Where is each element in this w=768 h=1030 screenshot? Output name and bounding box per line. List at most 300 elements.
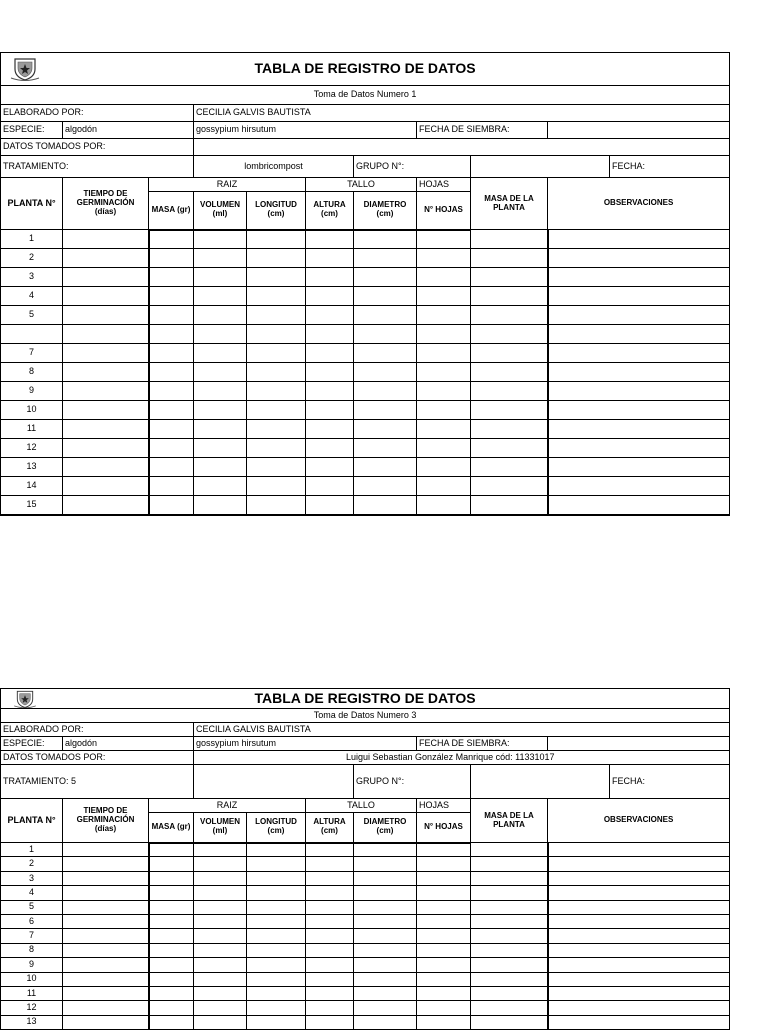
table-row: [1, 943, 730, 957]
table-row: [1, 972, 730, 986]
data-entry-cell[interactable]: [471, 871, 548, 885]
data-entry-cell[interactable]: [548, 886, 730, 900]
data-entry-cell[interactable]: [149, 1015, 194, 1029]
data-entry-cell[interactable]: [194, 401, 247, 420]
data-entry-cell[interactable]: [63, 306, 149, 325]
data-entry-cell[interactable]: [247, 249, 306, 268]
data-entry-cell[interactable]: [247, 871, 306, 885]
data-entry-cell[interactable]: [306, 900, 354, 914]
elaborado-value[interactable]: CECILIA GALVIS BAUTISTA: [194, 723, 730, 737]
data-entry-cell[interactable]: [417, 857, 471, 871]
data-entry-cell[interactable]: [63, 325, 149, 344]
data-entry-cell[interactable]: [548, 344, 730, 363]
data-entry-cell[interactable]: [149, 843, 194, 857]
data-entry-cell[interactable]: [247, 306, 306, 325]
data-entry-cell[interactable]: [354, 958, 417, 972]
data-entry-cell[interactable]: [354, 857, 417, 871]
data-entry-cell[interactable]: [306, 363, 354, 382]
data-entry-cell[interactable]: [149, 857, 194, 871]
data-entry-cell[interactable]: [306, 325, 354, 344]
data-entry-cell[interactable]: [417, 886, 471, 900]
data-entry-cell[interactable]: [194, 871, 247, 885]
data-entry-cell[interactable]: [417, 325, 471, 344]
header-masa-gr: MASA (gr): [149, 813, 194, 843]
data-entry-cell[interactable]: [354, 401, 417, 420]
data-entry-cell[interactable]: [471, 268, 548, 287]
data-entry-cell[interactable]: [417, 306, 471, 325]
data-entry-cell[interactable]: [247, 958, 306, 972]
data-entry-cell[interactable]: [149, 439, 194, 458]
data-entry-cell[interactable]: [471, 986, 548, 1000]
data-entry-cell[interactable]: [548, 268, 730, 287]
data-entry-cell[interactable]: [194, 1001, 247, 1015]
especie-scientific[interactable]: gossypium hirsutum: [194, 737, 417, 751]
planta-number-cell: 4: [1, 287, 63, 306]
data-entry-cell[interactable]: [471, 958, 548, 972]
data-entry-cell[interactable]: [194, 843, 247, 857]
data-entry-cell[interactable]: [63, 943, 149, 957]
data-entry-cell[interactable]: [417, 249, 471, 268]
data-entry-cell[interactable]: [247, 496, 306, 515]
data-entry-cell[interactable]: [149, 958, 194, 972]
data-entry-cell[interactable]: [471, 972, 548, 986]
table-row: [1, 1001, 730, 1015]
data-entry-cell[interactable]: [354, 871, 417, 885]
data-entry-cell[interactable]: [247, 900, 306, 914]
data-entry-cell[interactable]: [354, 477, 417, 496]
data-entry-cell[interactable]: [548, 943, 730, 957]
data-entry-cell[interactable]: [417, 268, 471, 287]
data-entry-cell[interactable]: [194, 420, 247, 439]
data-entry-cell[interactable]: [194, 1015, 247, 1029]
data-entry-cell[interactable]: [417, 958, 471, 972]
tratamiento-value[interactable]: [194, 765, 354, 799]
data-entry-cell[interactable]: [306, 857, 354, 871]
data-entry-cell[interactable]: [306, 230, 354, 249]
data-entry-cell[interactable]: [194, 914, 247, 928]
data-entry-cell[interactable]: [548, 363, 730, 382]
especie-value[interactable]: algodón: [63, 122, 194, 139]
data-entry-cell[interactable]: [417, 843, 471, 857]
data-entry-cell[interactable]: [354, 986, 417, 1000]
data-entry-cell[interactable]: [548, 929, 730, 943]
data-entry-cell[interactable]: [63, 382, 149, 401]
data-entry-cell[interactable]: [417, 344, 471, 363]
data-entry-cell[interactable]: [306, 843, 354, 857]
data-entry-cell[interactable]: [306, 972, 354, 986]
data-entry-cell[interactable]: [194, 929, 247, 943]
table-row: [1, 914, 730, 928]
data-entry-cell[interactable]: [194, 363, 247, 382]
data-entry-cell[interactable]: [471, 401, 548, 420]
data-entry-cell[interactable]: [354, 344, 417, 363]
data-entry-cell[interactable]: [306, 287, 354, 306]
data-entry-cell[interactable]: [247, 363, 306, 382]
data-entry-cell[interactable]: [194, 230, 247, 249]
data-entry-cell[interactable]: [247, 477, 306, 496]
data-entry-cell[interactable]: [247, 843, 306, 857]
data-entry-cell[interactable]: [548, 857, 730, 871]
data-entry-cell[interactable]: [354, 843, 417, 857]
data-entry-cell[interactable]: [471, 458, 548, 477]
data-entry-cell[interactable]: [149, 420, 194, 439]
data-entry-cell[interactable]: [471, 477, 548, 496]
data-entry-cell[interactable]: [149, 344, 194, 363]
data-entry-cell[interactable]: [306, 268, 354, 287]
data-entry-cell[interactable]: [548, 900, 730, 914]
data-entry-cell[interactable]: [354, 900, 417, 914]
data-entry-cell[interactable]: [194, 344, 247, 363]
planta-number-cell: 4: [1, 886, 63, 900]
data-entry-cell[interactable]: [306, 871, 354, 885]
data-entry-cell[interactable]: [354, 325, 417, 344]
data-entry-cell[interactable]: [194, 287, 247, 306]
data-entry-cell[interactable]: [548, 871, 730, 885]
data-entry-cell[interactable]: [471, 230, 548, 249]
data-entry-cell[interactable]: [194, 986, 247, 1000]
data-entry-cell[interactable]: [548, 420, 730, 439]
tratamiento-value[interactable]: lombricompost: [194, 156, 354, 178]
planta-number-cell: 7: [1, 929, 63, 943]
data-entry-cell[interactable]: [247, 1015, 306, 1029]
data-entry-cell[interactable]: [247, 344, 306, 363]
data-entry-cell[interactable]: [471, 857, 548, 871]
data-entry-cell[interactable]: [417, 230, 471, 249]
data-entry-cell[interactable]: [354, 287, 417, 306]
data-entry-cell[interactable]: [417, 929, 471, 943]
data-entry-cell[interactable]: [247, 439, 306, 458]
planta-number-cell: 13: [1, 1015, 63, 1029]
especie-scientific[interactable]: gossypium hirsutum: [194, 122, 417, 139]
data-entry-cell[interactable]: [354, 268, 417, 287]
data-entry-cell[interactable]: [354, 1001, 417, 1015]
data-entry-cell[interactable]: [548, 1001, 730, 1015]
data-entry-cell[interactable]: [354, 943, 417, 957]
data-entry-cell[interactable]: [149, 929, 194, 943]
data-entry-cell[interactable]: [194, 857, 247, 871]
data-entry-cell[interactable]: [306, 958, 354, 972]
data-entry-cell[interactable]: [417, 401, 471, 420]
data-entry-cell[interactable]: [194, 886, 247, 900]
data-entry-cell[interactable]: [417, 1015, 471, 1029]
data-entry-cell[interactable]: [471, 306, 548, 325]
fecha-siembra-label: FECHA DE SIEMBRA:: [417, 737, 548, 751]
data-entry-cell[interactable]: [417, 871, 471, 885]
data-entry-cell[interactable]: [548, 914, 730, 928]
data-entry-cell[interactable]: [354, 230, 417, 249]
data-entry-cell[interactable]: [247, 943, 306, 957]
data-entry-cell[interactable]: [149, 986, 194, 1000]
header-longitud: LONGITUD (cm): [247, 192, 306, 230]
data-entry-cell[interactable]: [471, 287, 548, 306]
data-entry-cell[interactable]: [247, 230, 306, 249]
table-row: [1, 439, 730, 458]
data-entry-cell[interactable]: [548, 1015, 730, 1029]
data-entry-cell[interactable]: [354, 1015, 417, 1029]
data-entry-cell[interactable]: [247, 325, 306, 344]
data-entry-cell[interactable]: [63, 958, 149, 972]
data-entry-cell[interactable]: [194, 458, 247, 477]
data-entry-cell[interactable]: [306, 401, 354, 420]
data-entry-cell[interactable]: [548, 439, 730, 458]
data-entry-cell[interactable]: [354, 496, 417, 515]
data-entry-cell[interactable]: [417, 972, 471, 986]
data-entry-cell[interactable]: [548, 306, 730, 325]
data-entry-cell[interactable]: [63, 496, 149, 515]
data-entry-cell[interactable]: [417, 439, 471, 458]
data-entry-cell[interactable]: [306, 1001, 354, 1015]
data-entry-cell[interactable]: [247, 886, 306, 900]
data-entry-cell[interactable]: [354, 439, 417, 458]
data-entry-cell[interactable]: [417, 914, 471, 928]
grupo-value[interactable]: [471, 765, 610, 799]
header-planta: PLANTA N°: [1, 799, 63, 843]
grupo-value[interactable]: [471, 156, 610, 178]
data-entry-cell[interactable]: [548, 958, 730, 972]
data-entry-cell[interactable]: [354, 306, 417, 325]
data-entry-cell[interactable]: [247, 268, 306, 287]
data-entry-cell[interactable]: [194, 325, 247, 344]
data-entry-cell[interactable]: [63, 1015, 149, 1029]
data-entry-cell[interactable]: [471, 344, 548, 363]
data-entry-cell[interactable]: [63, 914, 149, 928]
data-entry-cell[interactable]: [149, 886, 194, 900]
data-entry-cell[interactable]: [471, 249, 548, 268]
data-entry-cell[interactable]: [194, 477, 247, 496]
sheet-subtitle: Toma de Datos Numero 1: [1, 86, 730, 105]
data-entry-cell[interactable]: [247, 929, 306, 943]
data-entry-cell[interactable]: [417, 363, 471, 382]
data-entry-cell[interactable]: [63, 1001, 149, 1015]
fecha-siembra-value[interactable]: [548, 122, 730, 139]
datos-value[interactable]: Luigui Sebastian González Manrique cód: 11331017: [194, 751, 730, 765]
data-entry-cell[interactable]: [471, 496, 548, 515]
data-entry-cell[interactable]: [306, 249, 354, 268]
data-entry-cell[interactable]: [247, 986, 306, 1000]
data-entry-cell[interactable]: [306, 344, 354, 363]
data-entry-cell[interactable]: [63, 843, 149, 857]
data-entry-cell[interactable]: [63, 420, 149, 439]
data-entry-cell[interactable]: [149, 401, 194, 420]
data-entry-cell[interactable]: [548, 249, 730, 268]
data-entry-cell[interactable]: [149, 943, 194, 957]
data-entry-cell[interactable]: [63, 929, 149, 943]
data-entry-cell[interactable]: [306, 914, 354, 928]
data-entry-cell[interactable]: [63, 249, 149, 268]
data-entry-cell[interactable]: [63, 401, 149, 420]
data-entry-cell[interactable]: [306, 439, 354, 458]
data-entry-cell[interactable]: [149, 477, 194, 496]
data-entry-cell[interactable]: [354, 249, 417, 268]
data-entry-cell[interactable]: [194, 382, 247, 401]
data-entry-cell[interactable]: [548, 230, 730, 249]
data-entry-cell[interactable]: [417, 458, 471, 477]
data-entry-cell[interactable]: [417, 900, 471, 914]
data-entry-cell[interactable]: [306, 496, 354, 515]
header-altura: ALTURA (cm): [306, 813, 354, 843]
data-entry-cell[interactable]: [149, 230, 194, 249]
data-entry-cell[interactable]: [63, 986, 149, 1000]
data-entry-cell[interactable]: [354, 363, 417, 382]
data-entry-cell[interactable]: [63, 972, 149, 986]
data-entry-cell[interactable]: [306, 458, 354, 477]
data-entry-cell[interactable]: [471, 382, 548, 401]
data-entry-cell[interactable]: [247, 458, 306, 477]
data-entry-cell[interactable]: [149, 268, 194, 287]
data-entry-cell[interactable]: [548, 287, 730, 306]
data-entry-cell[interactable]: [471, 943, 548, 957]
data-entry-cell[interactable]: [548, 477, 730, 496]
data-entry-cell[interactable]: [548, 325, 730, 344]
data-entry-cell[interactable]: [149, 325, 194, 344]
data-entry-cell[interactable]: [63, 871, 149, 885]
data-entry-cell[interactable]: [247, 914, 306, 928]
planta-number-cell: [1, 325, 63, 344]
data-entry-cell[interactable]: [63, 363, 149, 382]
data-entry-cell[interactable]: [471, 439, 548, 458]
fecha-siembra-value[interactable]: [548, 737, 730, 751]
data-entry-cell[interactable]: [306, 382, 354, 401]
data-entry-cell[interactable]: [306, 306, 354, 325]
data-entry-cell[interactable]: [63, 458, 149, 477]
data-entry-cell[interactable]: [548, 843, 730, 857]
data-sheet-1: [0, 52, 729, 516]
data-entry-cell[interactable]: [247, 420, 306, 439]
datos-value[interactable]: [194, 139, 730, 156]
data-entry-cell[interactable]: [247, 972, 306, 986]
data-entry-cell[interactable]: [63, 900, 149, 914]
data-entry-cell[interactable]: [354, 929, 417, 943]
data-entry-cell[interactable]: [247, 382, 306, 401]
data-entry-cell[interactable]: [417, 986, 471, 1000]
data-entry-cell[interactable]: [471, 420, 548, 439]
data-entry-cell[interactable]: [548, 972, 730, 986]
data-entry-cell[interactable]: [149, 382, 194, 401]
header-tiempo: TIEMPO DE GERMINACIÓN (días): [63, 178, 149, 230]
data-entry-cell[interactable]: [417, 1001, 471, 1015]
especie-value[interactable]: algodón: [63, 737, 194, 751]
data-entry-cell[interactable]: [247, 1001, 306, 1015]
data-entry-cell[interactable]: [417, 287, 471, 306]
data-entry-cell[interactable]: [306, 477, 354, 496]
data-entry-cell[interactable]: [247, 401, 306, 420]
data-entry-cell[interactable]: [471, 886, 548, 900]
data-entry-cell[interactable]: [63, 477, 149, 496]
data-entry-cell[interactable]: [417, 496, 471, 515]
data-entry-cell[interactable]: [194, 249, 247, 268]
datos-label: DATOS TOMADOS POR:: [1, 139, 194, 156]
data-entry-cell[interactable]: [63, 344, 149, 363]
data-entry-cell[interactable]: [471, 325, 548, 344]
data-entry-cell[interactable]: [149, 900, 194, 914]
data-entry-cell[interactable]: [417, 382, 471, 401]
data-entry-cell[interactable]: [306, 886, 354, 900]
data-entry-cell[interactable]: [471, 843, 548, 857]
data-entry-cell[interactable]: [149, 496, 194, 515]
fecha-label: FECHA:: [610, 765, 730, 799]
data-entry-cell[interactable]: [194, 900, 247, 914]
table-row: [1, 496, 730, 515]
header-longitud: LONGITUD (cm): [247, 813, 306, 843]
data-entry-cell[interactable]: [471, 914, 548, 928]
data-entry-cell[interactable]: [63, 886, 149, 900]
data-entry-cell[interactable]: [548, 382, 730, 401]
data-entry-cell[interactable]: [63, 857, 149, 871]
data-entry-cell[interactable]: [417, 943, 471, 957]
table-row: [1, 230, 730, 249]
data-entry-cell[interactable]: [471, 1001, 548, 1015]
data-entry-cell[interactable]: [471, 1015, 548, 1029]
data-entry-cell[interactable]: [354, 458, 417, 477]
data-entry-cell[interactable]: [354, 914, 417, 928]
data-entry-cell[interactable]: [306, 943, 354, 957]
planta-number-cell: 8: [1, 943, 63, 957]
data-entry-cell[interactable]: [194, 943, 247, 957]
data-entry-cell[interactable]: [194, 439, 247, 458]
planta-number-cell: 14: [1, 477, 63, 496]
data-entry-cell[interactable]: [247, 857, 306, 871]
data-entry-cell[interactable]: [548, 986, 730, 1000]
data-entry-cell[interactable]: [149, 363, 194, 382]
elaborado-label: ELABORADO POR:: [1, 105, 194, 122]
data-entry-cell[interactable]: [471, 929, 548, 943]
title-cell: [1, 53, 730, 86]
data-entry-cell[interactable]: [194, 306, 247, 325]
data-entry-cell[interactable]: [354, 382, 417, 401]
data-entry-cell[interactable]: [354, 972, 417, 986]
data-entry-cell[interactable]: [149, 972, 194, 986]
data-entry-cell[interactable]: [194, 972, 247, 986]
data-entry-cell[interactable]: [194, 496, 247, 515]
data-entry-cell[interactable]: [247, 287, 306, 306]
data-entry-cell[interactable]: [354, 420, 417, 439]
data-entry-cell[interactable]: [306, 986, 354, 1000]
datos-label: DATOS TOMADOS POR:: [1, 751, 194, 765]
data-entry-cell[interactable]: [149, 287, 194, 306]
data-entry-cell[interactable]: [63, 287, 149, 306]
elaborado-value[interactable]: CECILIA GALVIS BAUTISTA: [194, 105, 730, 122]
data-entry-cell[interactable]: [63, 230, 149, 249]
data-entry-cell[interactable]: [194, 958, 247, 972]
data-entry-cell[interactable]: [306, 420, 354, 439]
data-entry-cell[interactable]: [548, 458, 730, 477]
table-row: [1, 986, 730, 1000]
data-entry-cell[interactable]: [354, 886, 417, 900]
data-entry-cell[interactable]: [149, 871, 194, 885]
data-entry-cell[interactable]: [149, 249, 194, 268]
data-entry-cell[interactable]: [149, 458, 194, 477]
table-row: [1, 1015, 730, 1029]
data-entry-cell[interactable]: [149, 1001, 194, 1015]
data-entry-cell[interactable]: [306, 929, 354, 943]
data-entry-cell[interactable]: [149, 306, 194, 325]
data-entry-cell[interactable]: [548, 496, 730, 515]
data-entry-cell[interactable]: [471, 363, 548, 382]
data-entry-cell[interactable]: [63, 268, 149, 287]
header-observaciones: OBSERVACIONES: [548, 178, 730, 230]
data-entry-cell[interactable]: [149, 914, 194, 928]
data-entry-cell[interactable]: [306, 1015, 354, 1029]
data-entry-cell[interactable]: [194, 268, 247, 287]
planta-number-cell: 12: [1, 439, 63, 458]
header-volumen: VOLUMEN (ml): [194, 813, 247, 843]
data-entry-cell[interactable]: [417, 477, 471, 496]
data-entry-cell[interactable]: [63, 439, 149, 458]
table-row: [1, 306, 730, 325]
data-entry-cell[interactable]: [548, 401, 730, 420]
data-entry-cell[interactable]: [417, 420, 471, 439]
data-entry-cell[interactable]: [471, 900, 548, 914]
